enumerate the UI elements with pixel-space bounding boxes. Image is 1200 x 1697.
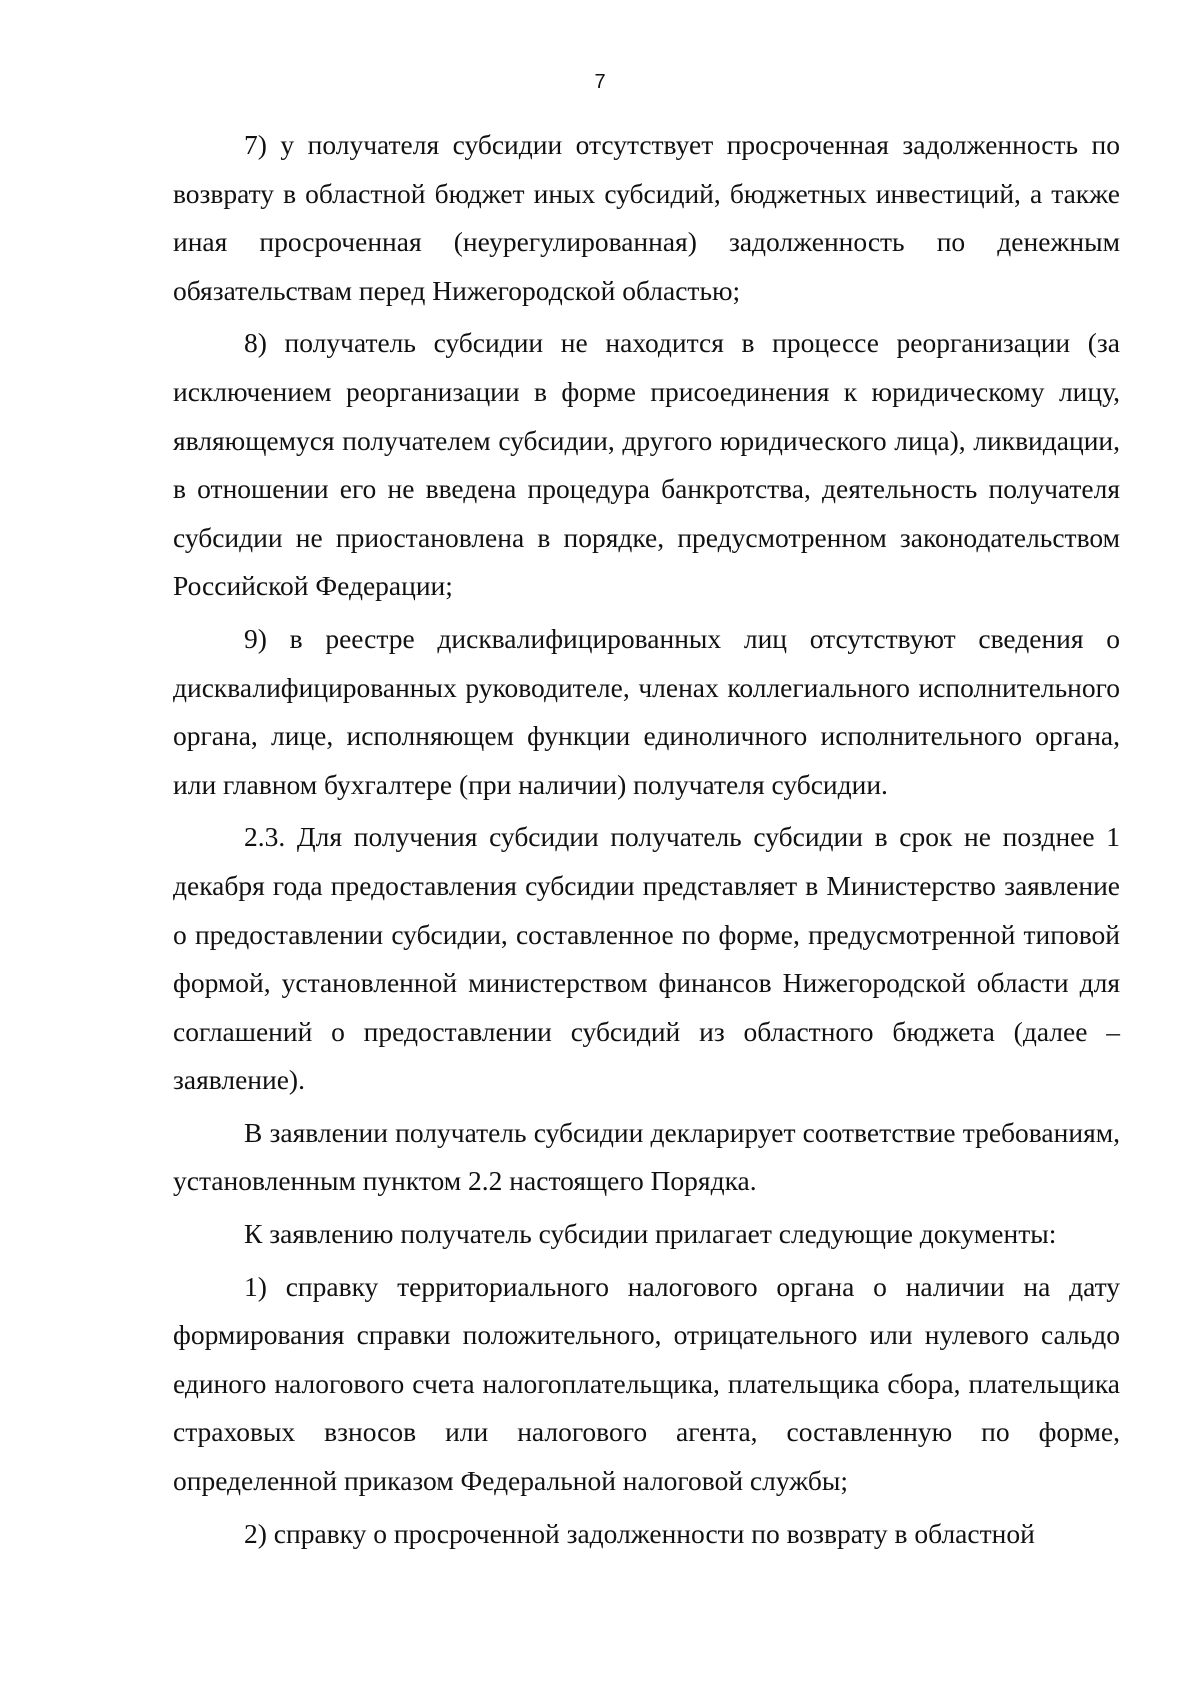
- paragraph-attachments-intro: К заявлению получатель субсидии прилагает следующие документы:: [244, 1218, 1057, 1250]
- paragraph-item-8: 8) получатель субсидии не находится в процессе реорганизации (за исключением реорганизации в форме присоединения к юридическому лицу, являющемуся получателем субсидии, другого юридического лица), ликвидации, в отношении его не введена процедура банкротства, деятельность получателя субсидии не приостановлена в порядке, предусмотренном законодательством Российской Федерации;: [173, 327, 1120, 602]
- paragraph-item-9: 9) в реестре дисквалифицированных лиц отсутствуют сведения о дисквалифицированных руководителе, членах коллегиального исполнительного органа, лице, исполняющем функции единоличного исполнительного органа, или главном бухгалтере (при наличии) получателя субсидии.: [173, 622, 1120, 800]
- paragraph-document-2: 2) справку о просроченной задолженности по возврату в областной: [244, 1517, 1035, 1549]
- document-body: [173, 121, 1120, 1562]
- paragraph-declaration: В заявлении получатель субсидии декларирует соответствие требованиям, установленным пунктом 2.2 настоящего Порядка.: [173, 1116, 1120, 1197]
- paragraph-item-7: 7) у получателя субсидии отсутствует просроченная задолженность по возврату в областной бюджет иных субсидий, бюджетных инвестиций, а также иная просроченная (неурегулированная) задолженность по денежным обязательствам перед Нижегородской областью;: [173, 129, 1120, 306]
- page-number: 7: [594, 71, 606, 93]
- paragraph-document-1: 1) справку территориального налогового органа о наличии на дату формирования справки положительного, отрицательного или нулевого сальдо единого налогового счета налогоплательщика, плательщика сбора, плательщика страховых взносов или налогового агента, составленную по форме, определенной приказом Федеральной налоговой службы;: [173, 1270, 1120, 1497]
- paragraph-section-2-3: 2.3. Для получения субсидии получатель субсидии в срок не позднее 1 декабря года предоставления субсидии представляет в Министерство заявление о предоставлении субсидии, составленное по форме, предусмотренной типовой формой, установленной министерством финансов Нижегородской области для соглашений о предоставлении субсидий из областного бюджета (далее – заявление).: [173, 821, 1120, 1096]
